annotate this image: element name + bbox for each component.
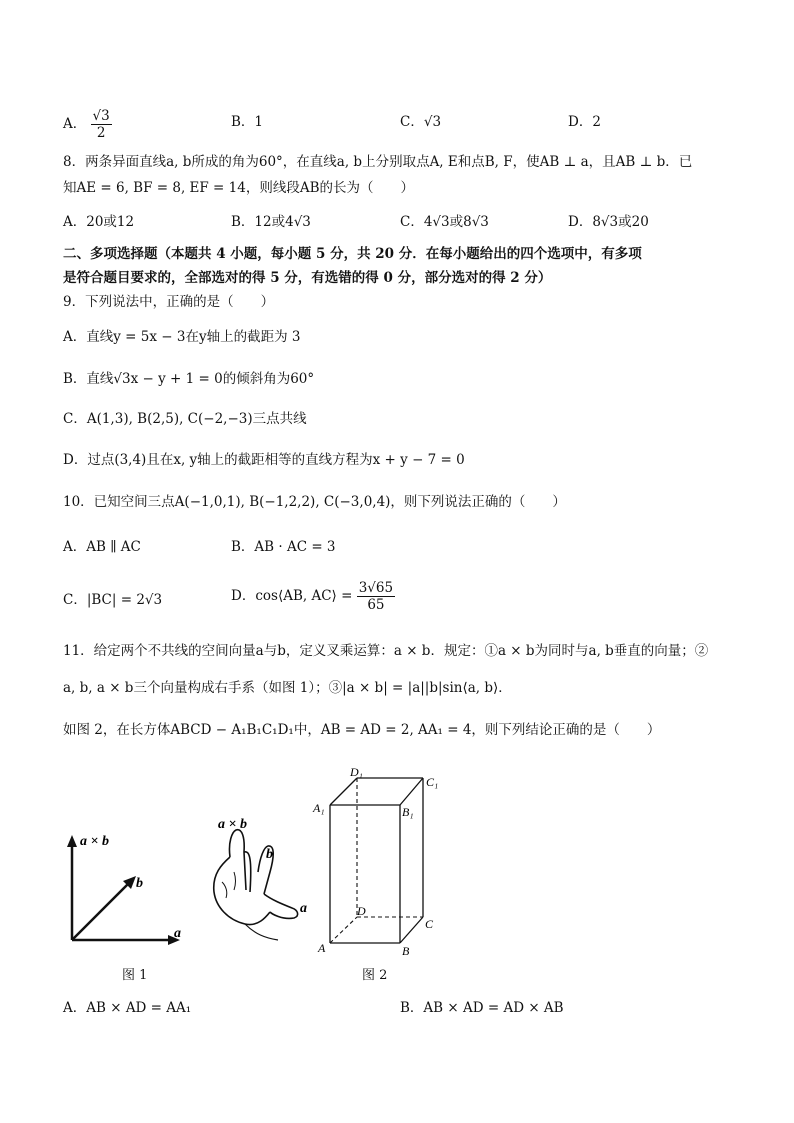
figure-2-caption: 图 2 bbox=[362, 968, 388, 983]
option-text: 2 bbox=[592, 114, 601, 130]
q8-stem-line2: 知AE = 6, BF = 8, EF = 14，则线段AB的长为（ ） bbox=[63, 180, 414, 196]
section-header-line2: 是符合题目要求的，全部选对的得 5 分，有选错的得 0 分，部分选对的得 2 分） bbox=[63, 270, 552, 286]
q8-stem-line1: 8．两条异面直线a, b所成的角为60°，在直线a, b上分别取点A, E和点B, F，使AB ⊥ a，且AB ⊥ b．已 bbox=[63, 154, 693, 170]
vertex-B: B bbox=[402, 944, 410, 958]
hand-label-axb: a × b bbox=[218, 817, 247, 832]
q11-option-a: A．AB × AD = AA₁ bbox=[63, 1000, 192, 1016]
q10-stem: 10．已知空间三点A(−1,0,1), B(−1,2,2), C(−3,0,4)，则下列说法正确的（ ） bbox=[63, 494, 566, 510]
q10-option-a: A．AB ∥ AC bbox=[63, 539, 141, 555]
q11-stem-line2: a, b, a × b三个向量构成右手系（如图 1）；③|a × b| = |a||b|sin⟨a, b⟩． bbox=[63, 680, 512, 696]
fraction bbox=[357, 580, 395, 613]
q9-stem: 9．下列说法中，正确的是（ ） bbox=[63, 294, 275, 310]
option-text: D．cos⟨AB, AC⟩ = bbox=[231, 588, 353, 604]
q9-option-d: D．过点(3,4)且在x, y轴上的截距相等的直线方程为x + y − 7 = 0 bbox=[63, 452, 465, 468]
numerator: √3 bbox=[92, 108, 110, 124]
fraction bbox=[91, 108, 112, 141]
option-label: B． bbox=[231, 114, 255, 130]
vertex-D: D bbox=[357, 904, 366, 918]
q11-option-b: B．AB × AD = AD × AB bbox=[400, 1000, 564, 1016]
q8-option-b: B．12或4√3 bbox=[231, 214, 311, 230]
option-label: D． bbox=[568, 114, 593, 130]
option-label: C． bbox=[400, 114, 424, 130]
q10-option-d bbox=[231, 580, 395, 613]
q9-option-c: C．A(1,3), B(2,5), C(−2,−3)三点共线 bbox=[63, 411, 307, 427]
q8-option-d: D．8√3或20 bbox=[568, 214, 649, 230]
q7-option-b bbox=[231, 112, 263, 132]
q10-option-b: B．AB · AC = 3 bbox=[231, 539, 336, 555]
label-b: b bbox=[136, 876, 143, 891]
hand-label-a: a bbox=[300, 901, 307, 916]
q11-stem-line1: 11．给定两个不共线的空间向量a与b，定义叉乘运算：a × b．规定：①a × b为同时与a, b垂直的向量；② bbox=[63, 643, 709, 659]
q8-option-c: C．4√3或8√3 bbox=[400, 214, 489, 230]
vertex-B1: B₁ bbox=[402, 805, 414, 819]
vertex-C1: C₁ bbox=[426, 775, 439, 789]
option-text: √3 bbox=[423, 114, 442, 130]
q7-option-d bbox=[568, 112, 601, 132]
figure-1-axes bbox=[60, 825, 190, 950]
hand-label-b: b bbox=[266, 847, 273, 862]
vertex-A: A bbox=[318, 941, 326, 955]
q8-option-a: A．20或12 bbox=[63, 214, 135, 230]
figure-2-box bbox=[310, 760, 450, 960]
label-axb: a × b bbox=[80, 834, 109, 849]
q7-option-a bbox=[63, 108, 112, 141]
option-label: A． bbox=[63, 116, 87, 132]
q9-option-a: A．直线y = 5x − 3在y轴上的截距为 3 bbox=[63, 329, 301, 345]
numerator: 3√65 bbox=[358, 580, 394, 596]
section-header-line1: 二、多项选择题（本题共 4 小题，每小题 5 分，共 20 分．在每小题给出的四个选项中，有多项 bbox=[63, 246, 642, 262]
right-hand-icon bbox=[200, 812, 315, 952]
q10-option-c: C．|BC| = 2√3 bbox=[63, 592, 163, 608]
denominator: 65 bbox=[367, 597, 385, 613]
denominator: 2 bbox=[96, 125, 106, 141]
q7-option-c bbox=[400, 112, 441, 132]
figure-1-caption: 图 1 bbox=[122, 968, 148, 983]
label-a: a bbox=[174, 926, 181, 941]
q11-stem-line3: 如图 2，在长方体ABCD − A₁B₁C₁D₁中，AB = AD = 2, AA₁ = 4，则下列结论正确的是（ ） bbox=[63, 722, 661, 738]
vertex-D1: D₁ bbox=[350, 765, 363, 779]
q9-option-b: B．直线√3x − y + 1 = 0的倾斜角为60° bbox=[63, 371, 315, 387]
vertex-C: C bbox=[425, 917, 434, 931]
vertex-A1: A₁ bbox=[313, 801, 325, 815]
option-text: 1 bbox=[254, 114, 264, 130]
